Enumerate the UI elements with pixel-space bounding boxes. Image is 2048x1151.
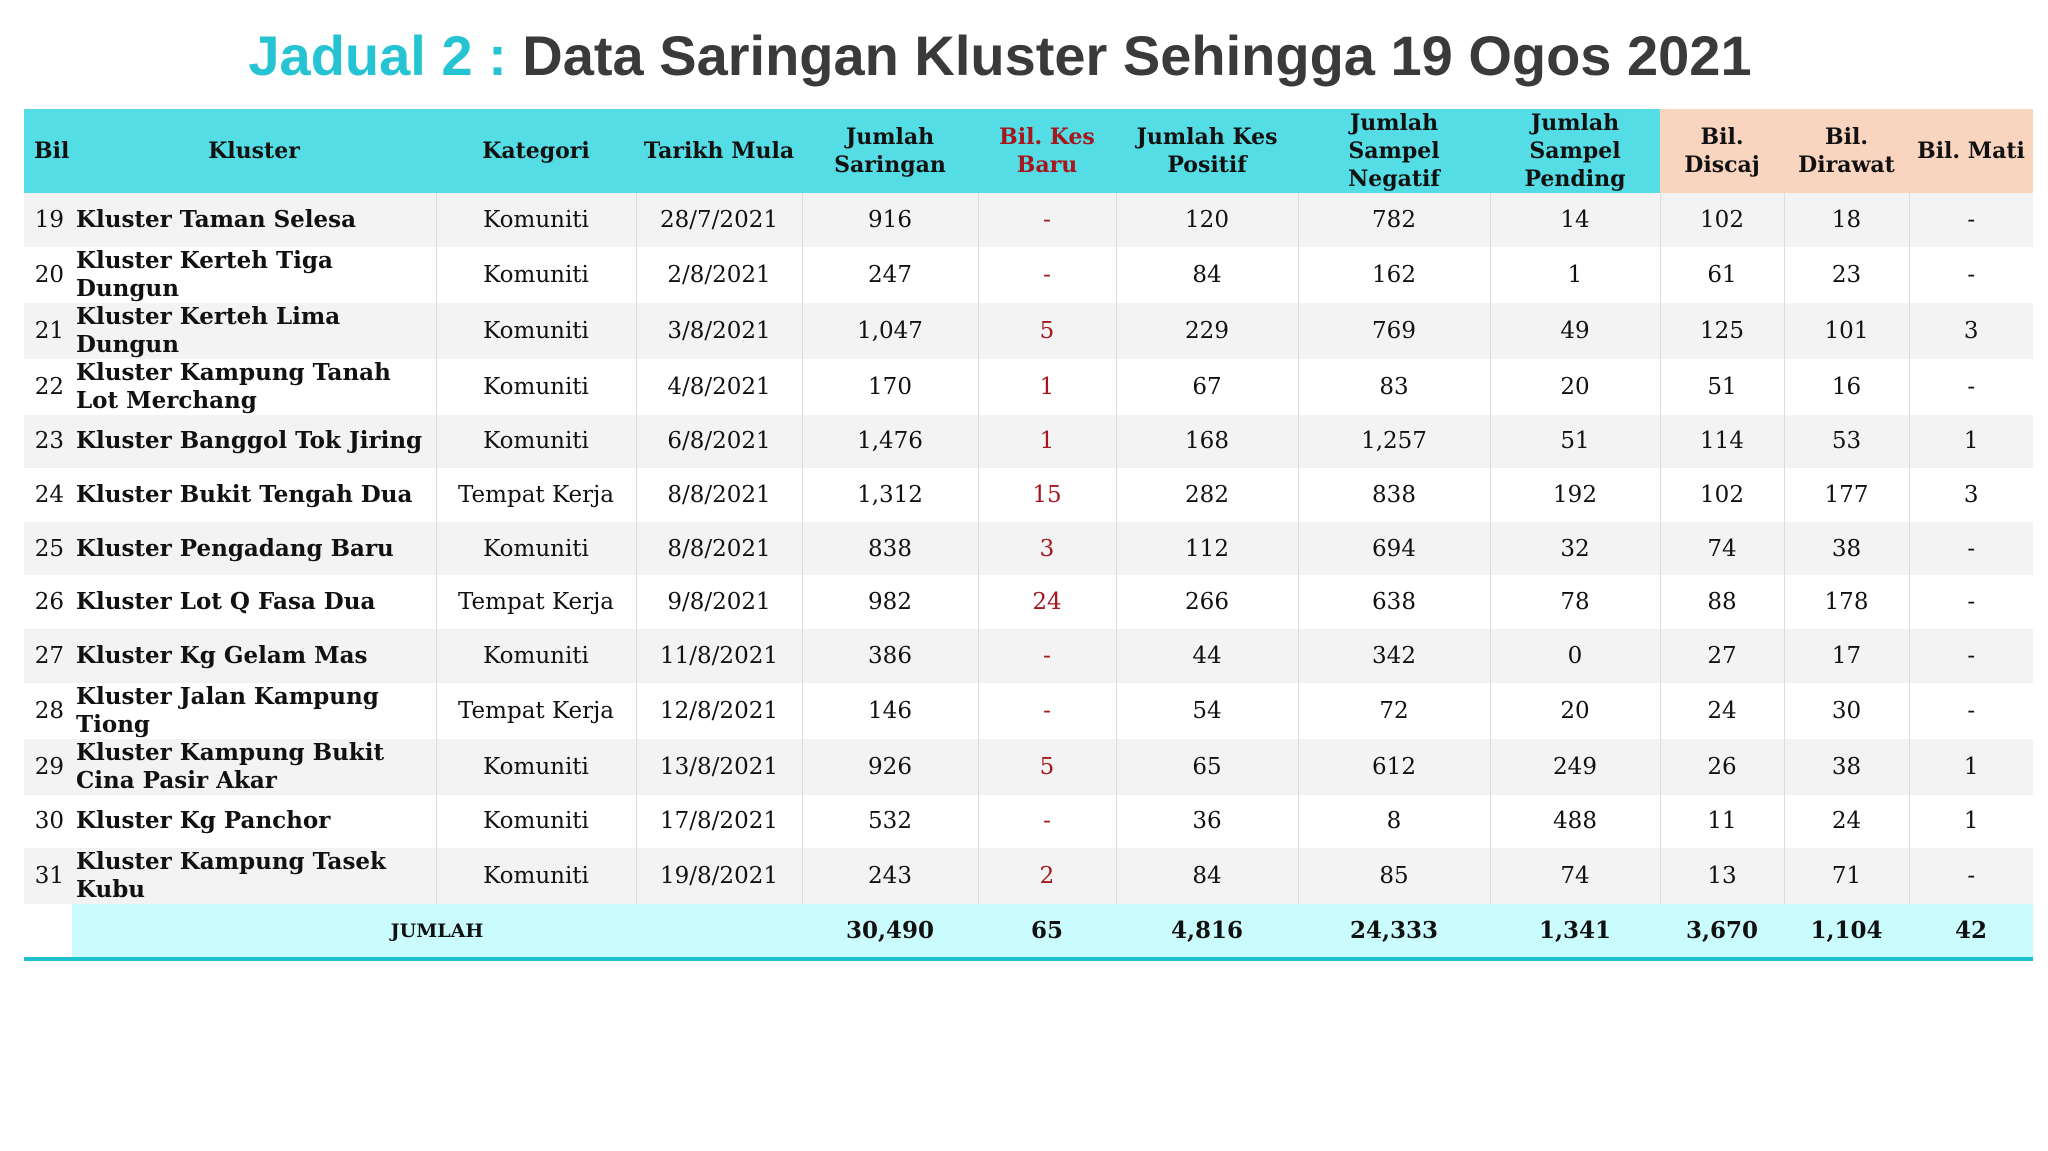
cell-dirawat: 18 [1784,193,1909,247]
cell-dirawat: 53 [1784,415,1909,469]
cell-kes-positif: 266 [1116,575,1298,629]
cell-sampel-pending: 20 [1490,359,1660,415]
cell-kategori: Komuniti [436,795,636,849]
table-row [24,795,2033,849]
cell-kes-baru: 3 [978,522,1116,576]
cell-sampel-negatif: 83 [1298,359,1490,415]
cell-discaj: 125 [1660,303,1784,359]
cell-sampel-pending: 192 [1490,468,1660,522]
table-row [24,303,2033,359]
cell-kes-positif: 168 [1116,415,1298,469]
cell-sampel-pending: 1 [1490,247,1660,303]
total-label: JUMLAH [72,904,802,959]
cell-jumlah-saringan: 1,476 [802,415,978,469]
table-row [24,415,2033,469]
cell-discaj: 51 [1660,359,1784,415]
cell-tarikh-mula: 19/8/2021 [636,848,802,904]
col-header-kes-baru: Bil. Kes Baru [978,109,1116,193]
cell-dirawat: 16 [1784,359,1909,415]
cell-bil: 22 [24,359,72,415]
cell-discaj: 26 [1660,739,1784,795]
cell-kes-positif: 84 [1116,247,1298,303]
table-row [24,739,2033,795]
cell-kes-baru: 24 [978,575,1116,629]
cell-sampel-negatif: 1,257 [1298,415,1490,469]
cell-jumlah-saringan: 916 [802,193,978,247]
cell-mati: 3 [1909,468,2033,522]
cell-jumlah-saringan: 1,047 [802,303,978,359]
cell-kes-positif: 112 [1116,522,1298,576]
cell-kluster: Kluster Kerteh Tiga Dungun [72,247,436,303]
table-row [24,522,2033,576]
cell-discaj: 13 [1660,848,1784,904]
cell-mati: - [1909,575,2033,629]
col-header-tarikh-mula: Tarikh Mula [636,109,802,193]
total-pending: 1,341 [1490,904,1660,959]
cell-kluster: Kluster Kampung Tanah Lot Merchang [72,359,436,415]
total-kes-baru: 65 [978,904,1116,959]
cell-dirawat: 23 [1784,247,1909,303]
cell-kes-positif: 36 [1116,795,1298,849]
total-row [24,904,2033,959]
cell-kategori: Komuniti [436,739,636,795]
cell-bil: 26 [24,575,72,629]
cell-sampel-negatif: 72 [1298,683,1490,739]
cell-kategori: Komuniti [436,247,636,303]
cell-kategori: Komuniti [436,415,636,469]
table-row [24,247,2033,303]
cell-kes-positif: 282 [1116,468,1298,522]
cell-bil: 19 [24,193,72,247]
cell-discaj: 114 [1660,415,1784,469]
cell-dirawat: 101 [1784,303,1909,359]
cell-kes-positif: 229 [1116,303,1298,359]
cell-kes-baru: 1 [978,359,1116,415]
cell-bil: 29 [24,739,72,795]
cell-jumlah-saringan: 247 [802,247,978,303]
cell-tarikh-mula: 3/8/2021 [636,303,802,359]
cell-kategori: Tempat Kerja [436,683,636,739]
cell-sampel-negatif: 769 [1298,303,1490,359]
cell-dirawat: 71 [1784,848,1909,904]
cell-dirawat: 178 [1784,575,1909,629]
cell-sampel-pending: 14 [1490,193,1660,247]
cell-sampel-pending: 32 [1490,522,1660,576]
cell-kes-baru: - [978,193,1116,247]
col-header-mati: Bil. Mati [1909,109,2033,193]
cell-jumlah-saringan: 532 [802,795,978,849]
cell-kes-baru: - [978,247,1116,303]
table-row [24,629,2033,683]
cell-tarikh-mula: 11/8/2021 [636,629,802,683]
cell-kes-baru: - [978,629,1116,683]
cell-kes-positif: 67 [1116,359,1298,415]
cell-discaj: 24 [1660,683,1784,739]
cell-bil: 31 [24,848,72,904]
cell-kategori: Komuniti [436,193,636,247]
cell-bil: 21 [24,303,72,359]
cell-dirawat: 17 [1784,629,1909,683]
cell-sampel-pending: 51 [1490,415,1660,469]
col-header-discaj: Bil. Discaj [1660,109,1784,193]
cell-discaj: 61 [1660,247,1784,303]
cell-tarikh-mula: 28/7/2021 [636,193,802,247]
cell-tarikh-mula: 9/8/2021 [636,575,802,629]
cell-kluster: Kluster Jalan Kampung Tiong [72,683,436,739]
cell-tarikh-mula: 13/8/2021 [636,739,802,795]
cell-sampel-negatif: 342 [1298,629,1490,683]
page-title [0,22,2000,90]
cell-bil: 30 [24,795,72,849]
cell-sampel-pending: 20 [1490,683,1660,739]
cell-jumlah-saringan: 926 [802,739,978,795]
cell-mati: 1 [1909,739,2033,795]
cell-tarikh-mula: 2/8/2021 [636,247,802,303]
cell-kes-baru: 2 [978,848,1116,904]
cell-kes-baru: - [978,683,1116,739]
total-kes-positif: 4,816 [1116,904,1298,959]
cell-bil: 25 [24,522,72,576]
table-row [24,193,2033,247]
total-dirawat: 1,104 [1784,904,1909,959]
total-negatif: 24,333 [1298,904,1490,959]
total-blank-cell [24,904,72,959]
table-row [24,848,2033,904]
col-header-kategori: Kategori [436,109,636,193]
table-row [24,575,2033,629]
cell-jumlah-saringan: 982 [802,575,978,629]
cell-kes-baru: 1 [978,415,1116,469]
cell-mati: - [1909,359,2033,415]
cell-kategori: Komuniti [436,303,636,359]
col-header-sampel-negatif: Jumlah Sampel Negatif [1298,109,1490,193]
cell-kes-positif: 120 [1116,193,1298,247]
cell-kluster: Kluster Kampung Tasek Kubu [72,848,436,904]
cell-kategori: Komuniti [436,848,636,904]
col-header-sampel-pending: Jumlah Sampel Pending [1490,109,1660,193]
cell-kluster: Kluster Pengadang Baru [72,522,436,576]
cell-kluster: Kluster Banggol Tok Jiring [72,415,436,469]
cell-kluster: Kluster Lot Q Fasa Dua [72,575,436,629]
cell-discaj: 102 [1660,468,1784,522]
cell-kes-positif: 65 [1116,739,1298,795]
cell-bil: 23 [24,415,72,469]
cell-mati: - [1909,193,2033,247]
title-prefix: Jadual 2 : [248,24,507,87]
cell-sampel-negatif: 638 [1298,575,1490,629]
cell-sampel-negatif: 85 [1298,848,1490,904]
cell-kategori: Komuniti [436,522,636,576]
cell-mati: - [1909,522,2033,576]
cell-sampel-pending: 74 [1490,848,1660,904]
total-mati: 42 [1909,904,2033,959]
cell-kluster: Kluster Bukit Tengah Dua [72,468,436,522]
col-header-dirawat: Bil. Dirawat [1784,109,1909,193]
cell-mati: 1 [1909,795,2033,849]
cell-bil: 20 [24,247,72,303]
cell-kes-positif: 54 [1116,683,1298,739]
cell-bil: 28 [24,683,72,739]
table-row [24,468,2033,522]
cell-jumlah-saringan: 146 [802,683,978,739]
cell-tarikh-mula: 6/8/2021 [636,415,802,469]
col-header-kes-positif: Jumlah Kes Positif [1116,109,1298,193]
cell-discaj: 74 [1660,522,1784,576]
cell-dirawat: 38 [1784,739,1909,795]
cell-sampel-negatif: 612 [1298,739,1490,795]
cell-sampel-pending: 0 [1490,629,1660,683]
cell-kluster: Kluster Kampung Bukit Cina Pasir Akar [72,739,436,795]
header-row [24,109,2033,193]
cell-jumlah-saringan: 386 [802,629,978,683]
cell-jumlah-saringan: 243 [802,848,978,904]
cell-discaj: 102 [1660,193,1784,247]
cell-mati: 1 [1909,415,2033,469]
table-row [24,683,2033,739]
title-main: Data Saringan Kluster Sehingga 19 Ogos 2021 [522,24,1752,87]
total-saringan: 30,490 [802,904,978,959]
cell-tarikh-mula: 12/8/2021 [636,683,802,739]
cell-tarikh-mula: 8/8/2021 [636,468,802,522]
cell-discaj: 88 [1660,575,1784,629]
cell-dirawat: 177 [1784,468,1909,522]
cell-dirawat: 30 [1784,683,1909,739]
col-header-jumlah-saringan: Jumlah Saringan [802,109,978,193]
cell-jumlah-saringan: 170 [802,359,978,415]
cell-kategori: Tempat Kerja [436,575,636,629]
cell-sampel-negatif: 694 [1298,522,1490,576]
cell-sampel-negatif: 838 [1298,468,1490,522]
cell-mati: - [1909,848,2033,904]
cell-sampel-pending: 488 [1490,795,1660,849]
cell-kategori: Komuniti [436,629,636,683]
cell-jumlah-saringan: 838 [802,522,978,576]
total-discaj: 3,670 [1660,904,1784,959]
cluster-table [24,109,2033,961]
cell-discaj: 27 [1660,629,1784,683]
cell-kes-positif: 44 [1116,629,1298,683]
cell-sampel-pending: 49 [1490,303,1660,359]
cell-kes-baru: 15 [978,468,1116,522]
cell-dirawat: 38 [1784,522,1909,576]
cell-sampel-negatif: 782 [1298,193,1490,247]
cell-kluster: Kluster Kg Gelam Mas [72,629,436,683]
cell-sampel-pending: 249 [1490,739,1660,795]
cell-sampel-negatif: 8 [1298,795,1490,849]
cell-tarikh-mula: 17/8/2021 [636,795,802,849]
cell-kluster: Kluster Taman Selesa [72,193,436,247]
cell-mati: - [1909,247,2033,303]
cell-kes-positif: 84 [1116,848,1298,904]
cell-kes-baru: - [978,795,1116,849]
col-header-bil: Bil [24,109,72,193]
cell-kes-baru: 5 [978,303,1116,359]
cell-kluster: Kluster Kg Panchor [72,795,436,849]
cell-jumlah-saringan: 1,312 [802,468,978,522]
cell-kategori: Komuniti [436,359,636,415]
cell-mati: 3 [1909,303,2033,359]
cell-bil: 24 [24,468,72,522]
col-header-kluster: Kluster [72,109,436,193]
table-row [24,359,2033,415]
cell-kluster: Kluster Kerteh Lima Dungun [72,303,436,359]
cell-kes-baru: 5 [978,739,1116,795]
cell-kategori: Tempat Kerja [436,468,636,522]
cell-mati: - [1909,683,2033,739]
cell-tarikh-mula: 4/8/2021 [636,359,802,415]
cell-dirawat: 24 [1784,795,1909,849]
cell-sampel-pending: 78 [1490,575,1660,629]
cell-discaj: 11 [1660,795,1784,849]
cell-sampel-negatif: 162 [1298,247,1490,303]
cell-mati: - [1909,629,2033,683]
cell-bil: 27 [24,629,72,683]
cell-tarikh-mula: 8/8/2021 [636,522,802,576]
